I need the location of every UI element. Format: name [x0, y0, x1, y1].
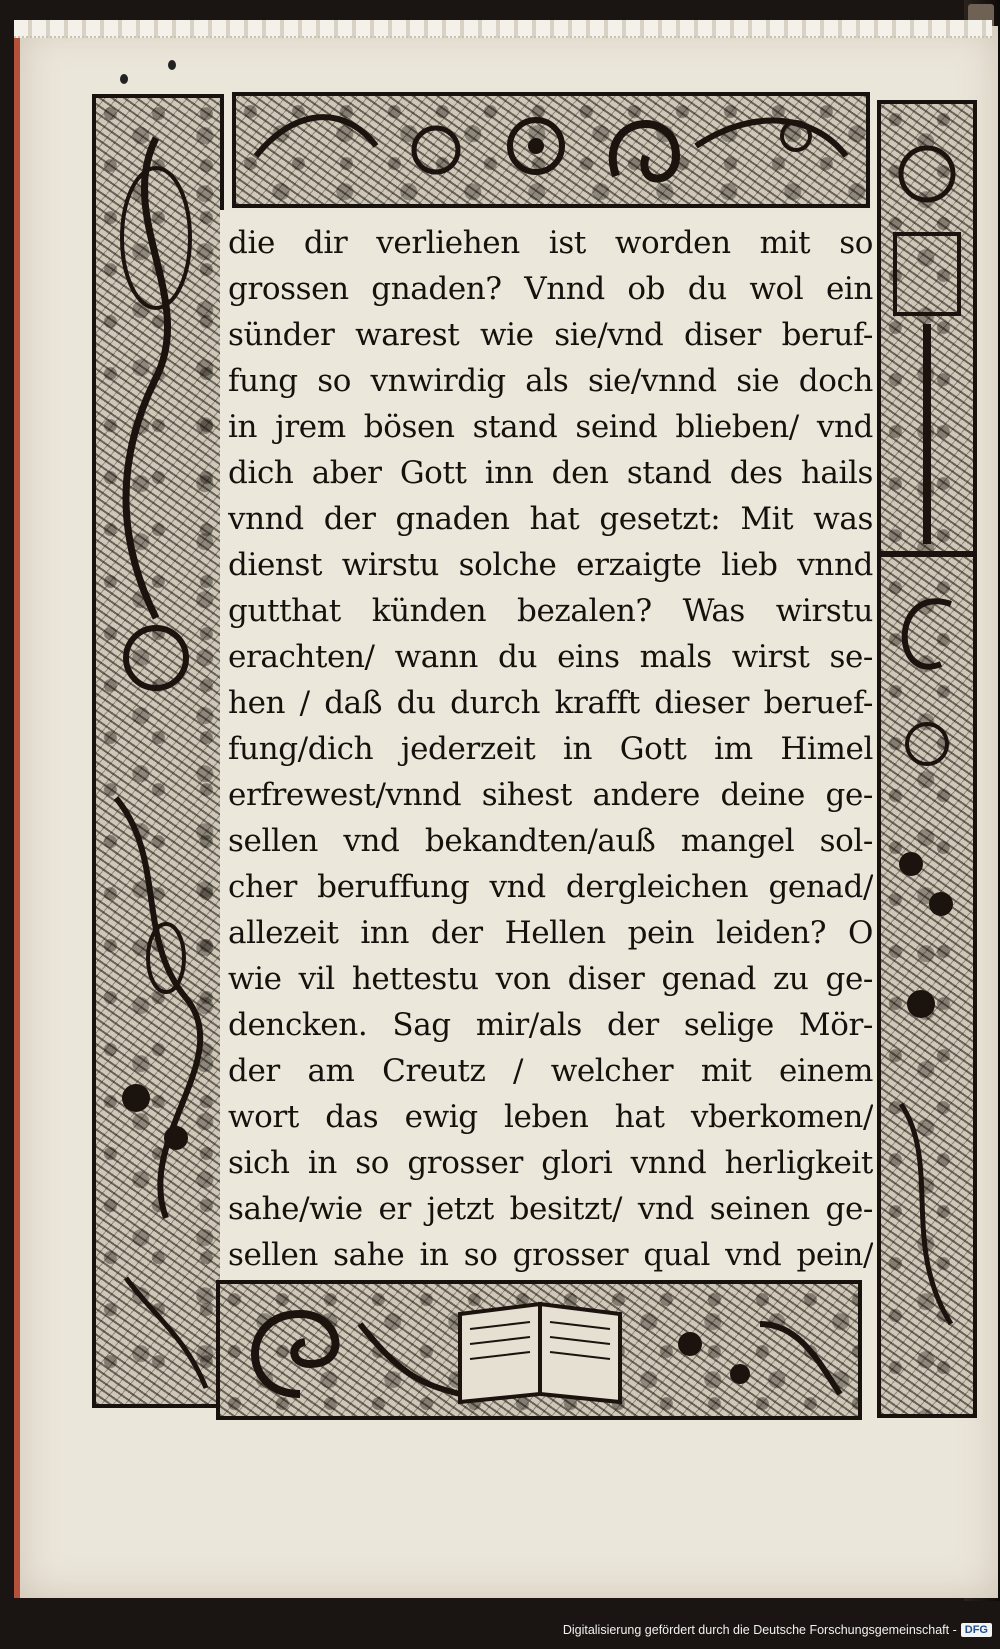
- text-line: allezeit inn der Hellen pein leiden? O: [228, 915, 873, 951]
- text-line: dencken. Sag mir/als der selige Mör-: [228, 1007, 873, 1043]
- text-line: sellen sahe in so grosser qual vnd pein/: [228, 1237, 873, 1273]
- text-line: cher beruffung vnd dergleichen genad/: [228, 869, 873, 905]
- text-line: gutthat künden bezalen? Was wirstu: [228, 593, 873, 629]
- text-line: der am Creutz / welcher mit einem: [228, 1053, 873, 1089]
- woodcut-border-bottom: [216, 1280, 862, 1420]
- viewer-footer: [0, 1601, 1000, 1649]
- text-line: erfrewest/vnnd sihest andere deine ge-: [228, 777, 873, 813]
- text-line: in jrem bösen stand seind blieben/ vnd: [228, 409, 873, 445]
- woodcut-border-left: [92, 94, 224, 1408]
- page-top-edge: [14, 20, 992, 38]
- funding-credit: [563, 1623, 992, 1637]
- text-line: fung so vnwirdig als sie/vnnd sie doch: [228, 363, 873, 399]
- text-line: dienst wirstu solche erzaigte lieb vnnd: [228, 547, 873, 583]
- funding-credit-text: Digitalisierung gefördert durch die Deutsche Forschungsgemeinschaft -: [562, 1623, 957, 1637]
- text-line: sich in so grosser glori vnnd herligkeit: [228, 1145, 873, 1181]
- ink-spot: [168, 60, 176, 70]
- woodcut-border-right: [877, 100, 977, 1418]
- text-line: wort das ewig leben hat vberkomen/: [228, 1099, 873, 1135]
- text-line: wie vil hettestu von diser genad zu ge-: [228, 961, 873, 997]
- ink-spot: [120, 74, 128, 84]
- text-line: sellen vnd bekandten/auß mangel sol-: [228, 823, 873, 859]
- text-line: vnnd der gnaden hat gesetzt: Mit was: [228, 501, 873, 537]
- text-line: hen / daß du durch krafft dieser beruef-: [228, 685, 873, 721]
- text-line: sahe/wie er jetzt besitzt/ vnd seinen ge-: [228, 1191, 873, 1227]
- text-line: dich aber Gott inn den stand des hails: [228, 455, 873, 491]
- text-line: fung/dich jederzeit in Gott im Himel: [228, 731, 873, 767]
- woodcut-border-top: [232, 92, 870, 208]
- text-line: sünder warest wie sie/vnd diser beruf-: [228, 317, 873, 353]
- text-line: erachten/ wann du eins mals wirst se-: [228, 639, 873, 675]
- text-line: die dir verliehen ist worden mit so: [228, 225, 873, 261]
- page-text-block: [220, 210, 876, 1280]
- dfg-logo: DFG: [961, 1623, 992, 1637]
- text-line: grossen gnaden? Vnnd ob du wol ein: [228, 271, 873, 307]
